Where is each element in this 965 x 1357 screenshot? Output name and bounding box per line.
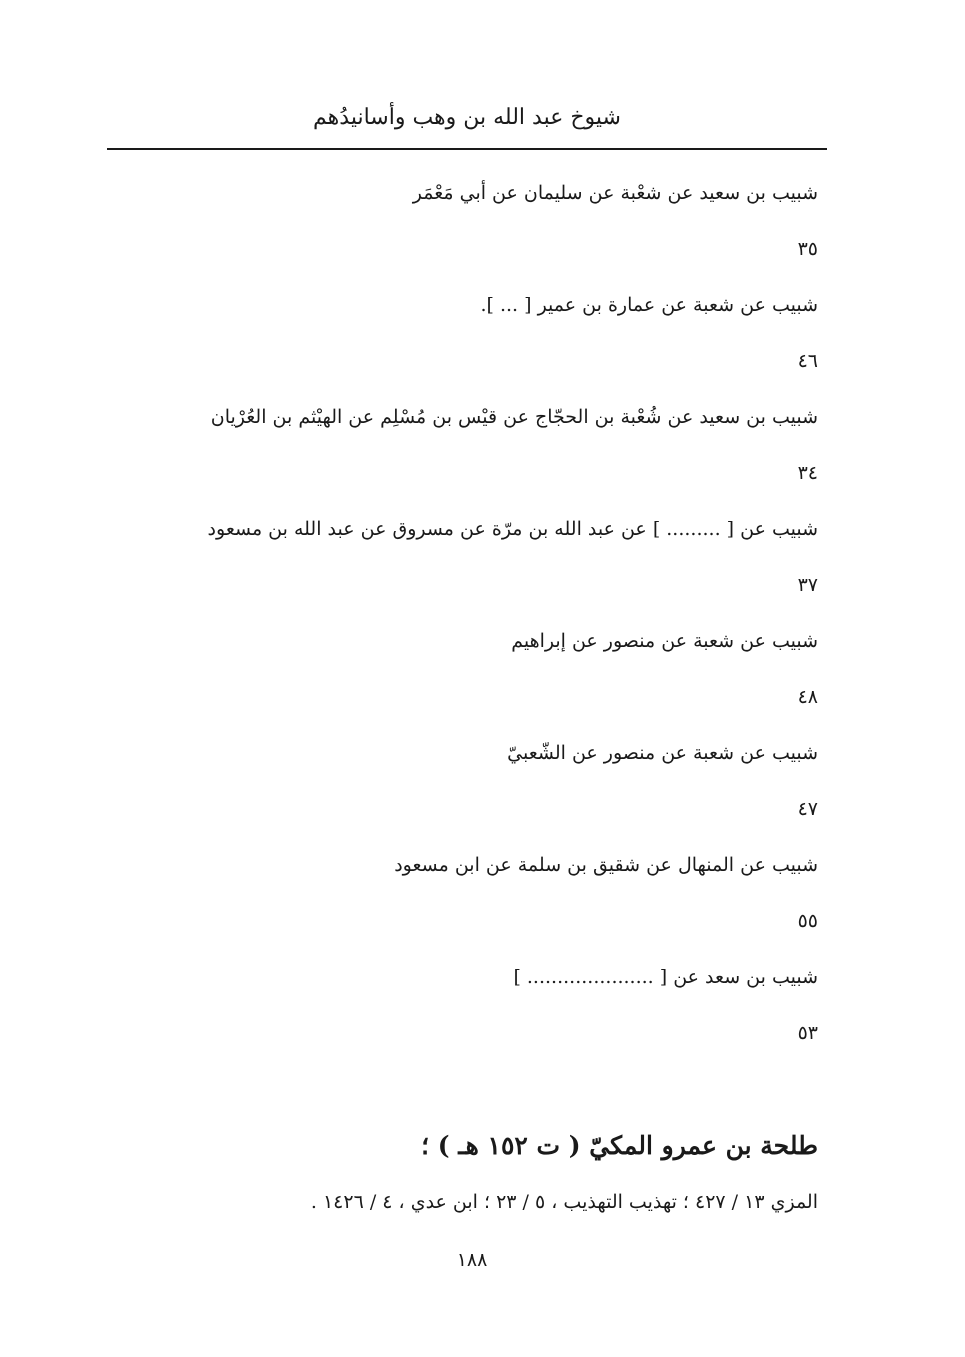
isnad-chain: شبيب عن شعبة عن عمارة بن عمير [ ... ]. (480, 294, 818, 316)
isnad-chain: شبيب عن شعبة عن منصور عن الشّعبيّ (507, 742, 818, 764)
hadith-number: ٣٧ (797, 574, 818, 596)
isnad-entry (150, 837, 818, 949)
isnad-chain: شبيب بن سعد عن [ ..................... ] (513, 966, 818, 988)
isnad-entry (150, 949, 818, 1061)
hadith-number: ٥٣ (797, 1022, 818, 1044)
isnad-entry (150, 613, 818, 725)
isnad-entry (150, 389, 818, 501)
running-header: شيوخ عبد الله بن وهب وأسانيدُهم (313, 105, 621, 130)
page-number: ١٨٨ (456, 1249, 488, 1271)
isnad-entry (150, 165, 818, 277)
hadith-number: ٣٥ (797, 238, 818, 260)
hadith-number: ٥٥ (797, 910, 818, 932)
isnad-entry (150, 277, 818, 389)
isnad-chain: شبيب بن سعيد عن شُعْبة بن الحجّاج عن قيْس بن مُسْلِم عن الهيْثم بن العُرْيان (210, 406, 818, 428)
narrator-references: المزي ١٣ / ٤٢٧ ؛ تهذيب التهذيب ، ٥ / ٢٣ ؛ ابن عدي ، ٤ / ١٤٢٦ . (310, 1191, 818, 1213)
hadith-number: ٤٨ (797, 686, 818, 708)
hadith-number: ٤٧ (797, 798, 818, 820)
isnad-entry (150, 725, 818, 837)
isnad-list (150, 165, 818, 1061)
header-rule (107, 148, 827, 150)
isnad-chain: شبيب عن المنهال عن شقيق بن سلمة عن ابن مسعود (394, 854, 818, 876)
isnad-chain: شبيب عن شعبة عن منصور عن إبراهيم (511, 630, 818, 652)
hadith-number: ٣٤ (797, 462, 818, 484)
isnad-entry (150, 501, 818, 613)
hadith-number: ٤٦ (797, 350, 818, 372)
isnad-chain: شبيب عن [ ......... ] عن عبد الله بن مرّة عن مسروق عن عبد الله بن مسعود (207, 518, 818, 540)
narrator-heading: طلحة بن عمرو المكيّ ( ت ١٥٢ هـ ) ؛ (421, 1131, 818, 1160)
isnad-chain: شبيب بن سعيد عن شعْبة عن سليمان عن أبي مَعْمَر (412, 182, 818, 204)
